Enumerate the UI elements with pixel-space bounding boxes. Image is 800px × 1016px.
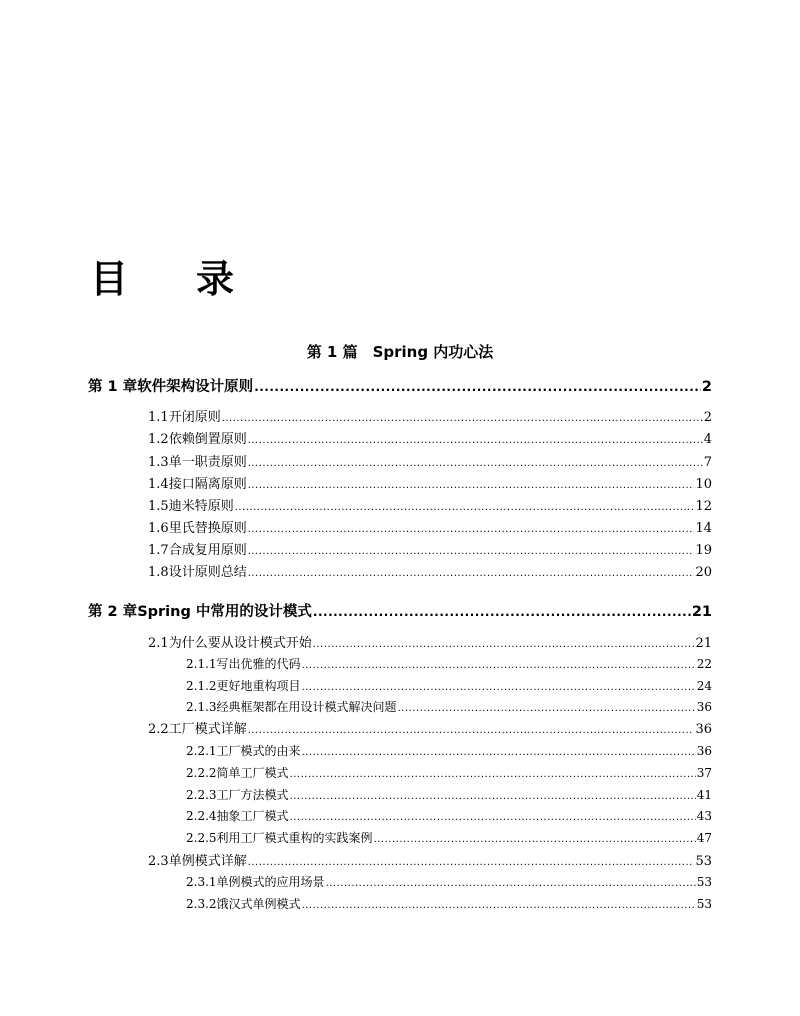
dot-leader xyxy=(248,521,695,538)
toc-entry-page: 36 xyxy=(696,744,712,758)
toc-entry-title: 单例模式的应用场景 xyxy=(216,875,325,889)
toc-entry-page: 53 xyxy=(696,875,712,889)
toc-entry-title: 写出优雅的代码 xyxy=(216,657,301,671)
toc-entry-title: 接口隔离原则 xyxy=(168,477,247,492)
dot-leader xyxy=(248,432,703,449)
toc-entry-title: 里氏替换原则 xyxy=(168,521,247,536)
toc-chapter-entry[interactable] xyxy=(88,378,712,396)
toc-subsection-entry[interactable] xyxy=(186,808,712,826)
toc-entry-title: 更好地重构项目 xyxy=(216,679,301,693)
toc-entry-number: 1.8 xyxy=(148,565,169,580)
dot-leader xyxy=(248,854,695,871)
toc-entry-number: 1.4 xyxy=(148,477,169,492)
dot-leader xyxy=(290,810,696,826)
dot-leader xyxy=(290,767,696,783)
toc-subsection-entry[interactable] xyxy=(186,830,712,848)
toc-section-entry[interactable] xyxy=(148,853,712,871)
toc-entry-title: 抽象工厂模式 xyxy=(216,809,289,823)
toc-entry-page: 20 xyxy=(695,565,712,580)
dot-leader xyxy=(248,455,703,472)
dot-leader xyxy=(326,876,696,892)
toc-entry-page: 4 xyxy=(703,432,712,447)
toc-title-char-1: 目 xyxy=(90,257,129,301)
toc-entry-title: 工厂方法模式 xyxy=(216,788,289,802)
toc-entry-page: 2 xyxy=(701,379,712,395)
toc-subsection-entry[interactable] xyxy=(186,874,712,892)
toc-entry-title: 简单工厂模式 xyxy=(216,766,289,780)
toc-entry-number: 2.2.1 xyxy=(186,744,217,758)
toc-subsection-entry[interactable] xyxy=(186,787,712,805)
toc-entry-title: 利用工厂模式重构的实践案例 xyxy=(216,831,373,845)
toc-entry-title: 经典框架都在用设计模式解决问题 xyxy=(216,700,397,714)
dot-leader xyxy=(254,378,701,396)
toc-entry-page: 19 xyxy=(695,543,712,558)
toc-entry-title: 依赖倒置原则 xyxy=(168,432,247,447)
toc-entry-page: 7 xyxy=(703,455,712,470)
dot-leader xyxy=(248,722,695,739)
dot-leader xyxy=(313,636,695,653)
toc-entry-number: 2.2 xyxy=(148,722,169,737)
toc-entry-number: 2.2.4 xyxy=(186,809,217,823)
toc-entry-title: 为什么要从设计模式开始 xyxy=(168,636,312,651)
toc-subsection-entry[interactable] xyxy=(186,678,712,696)
toc-entry-number: 2.2.3 xyxy=(186,788,217,802)
toc-section-entry[interactable] xyxy=(148,431,712,449)
dot-leader xyxy=(302,658,696,674)
toc-entry-title: 开闭原则 xyxy=(168,410,221,425)
part-heading: 第 1 篇 Spring 内功心法 xyxy=(306,343,494,361)
dot-leader xyxy=(235,499,695,516)
toc-entry-page: 2 xyxy=(703,410,712,425)
toc-entry-title: 合成复用原则 xyxy=(168,543,247,558)
dot-leader xyxy=(302,680,696,696)
dot-leader xyxy=(302,745,696,761)
toc-entry-page: 21 xyxy=(691,604,712,620)
toc-entry-page: 12 xyxy=(695,499,712,514)
toc-entry-title: 设计原则总结 xyxy=(168,565,247,580)
toc-entry-number: 1.1 xyxy=(148,410,169,425)
toc-entry-number: 第 2 章 xyxy=(88,604,138,620)
toc-entry-page: 24 xyxy=(696,679,712,693)
toc-section-entry[interactable] xyxy=(148,542,712,560)
toc-entry-title: 工厂模式详解 xyxy=(168,722,247,737)
toc-section-entry[interactable] xyxy=(148,498,712,516)
toc-entry-page: 47 xyxy=(696,831,712,845)
toc-entry-page: 36 xyxy=(696,700,712,714)
toc-subsection-entry[interactable] xyxy=(186,699,712,717)
toc-entry-page: 36 xyxy=(695,722,712,737)
toc-title-char-2: 录 xyxy=(196,257,235,301)
toc-section-entry[interactable] xyxy=(148,520,712,538)
toc-entry-page: 10 xyxy=(695,477,712,492)
toc-entry-number: 2.1.3 xyxy=(186,700,217,714)
toc-entry-number: 1.7 xyxy=(148,543,169,558)
toc-entry-title: Spring 中常用的设计模式 xyxy=(137,604,312,620)
toc-entry-title: 软件架构设计原则 xyxy=(137,379,254,395)
dot-leader xyxy=(248,543,695,560)
toc-entry-number: 1.5 xyxy=(148,499,169,514)
toc-entry-title: 饿汉式单例模式 xyxy=(216,897,301,911)
toc-section-entry[interactable] xyxy=(148,476,712,494)
toc-entry-number: 1.6 xyxy=(148,521,169,536)
toc-entry-title: 迪米特原则 xyxy=(168,499,234,514)
toc-entry-number: 2.3.1 xyxy=(186,875,217,889)
toc-subsection-entry[interactable] xyxy=(186,656,712,674)
toc-entry-number: 1.2 xyxy=(148,432,169,447)
toc-entry-number: 第 1 章 xyxy=(88,379,138,395)
toc-entry-page: 37 xyxy=(696,766,712,780)
toc-entry-title: 单一职责原则 xyxy=(168,455,247,470)
dot-leader xyxy=(290,789,696,805)
toc-entry-page: 41 xyxy=(696,788,712,802)
toc-entry-page: 43 xyxy=(696,809,712,823)
toc-entry-number: 2.3 xyxy=(148,854,169,869)
toc-entry-page: 14 xyxy=(695,521,712,536)
toc-section-entry[interactable] xyxy=(148,409,712,427)
toc-section-entry[interactable] xyxy=(148,454,712,472)
toc-entry-title: 工厂模式的由来 xyxy=(216,744,301,758)
toc-entry-number: 2.1 xyxy=(148,636,169,651)
toc-entry-page: 22 xyxy=(696,657,712,671)
dot-leader xyxy=(222,410,703,427)
toc-entry-title: 单例模式详解 xyxy=(168,854,247,869)
toc-entry-number: 2.1.2 xyxy=(186,679,217,693)
toc-entry-number: 2.1.1 xyxy=(186,657,217,671)
toc-entry-page: 53 xyxy=(695,854,712,869)
toc-subsection-entry[interactable] xyxy=(186,896,712,914)
toc-section-entry[interactable] xyxy=(148,635,712,653)
dot-leader xyxy=(248,565,695,582)
toc-section-entry[interactable] xyxy=(148,721,712,739)
toc-entry-number: 2.2.2 xyxy=(186,766,217,780)
dot-leader xyxy=(374,832,696,848)
toc-chapter-entry[interactable] xyxy=(88,603,712,621)
dot-leader xyxy=(248,477,695,494)
toc-entry-number: 1.3 xyxy=(148,455,169,470)
toc-subsection-entry[interactable] xyxy=(186,743,712,761)
toc-subsection-entry[interactable] xyxy=(186,765,712,783)
toc-section-entry[interactable] xyxy=(148,564,712,582)
toc-entry-number: 2.3.2 xyxy=(186,897,217,911)
dot-leader xyxy=(302,898,696,914)
toc-entry-number: 2.2.5 xyxy=(186,831,217,845)
dot-leader xyxy=(398,701,696,717)
toc-entry-page: 21 xyxy=(695,636,712,651)
toc-entry-page: 53 xyxy=(696,897,712,911)
dot-leader xyxy=(313,603,691,621)
